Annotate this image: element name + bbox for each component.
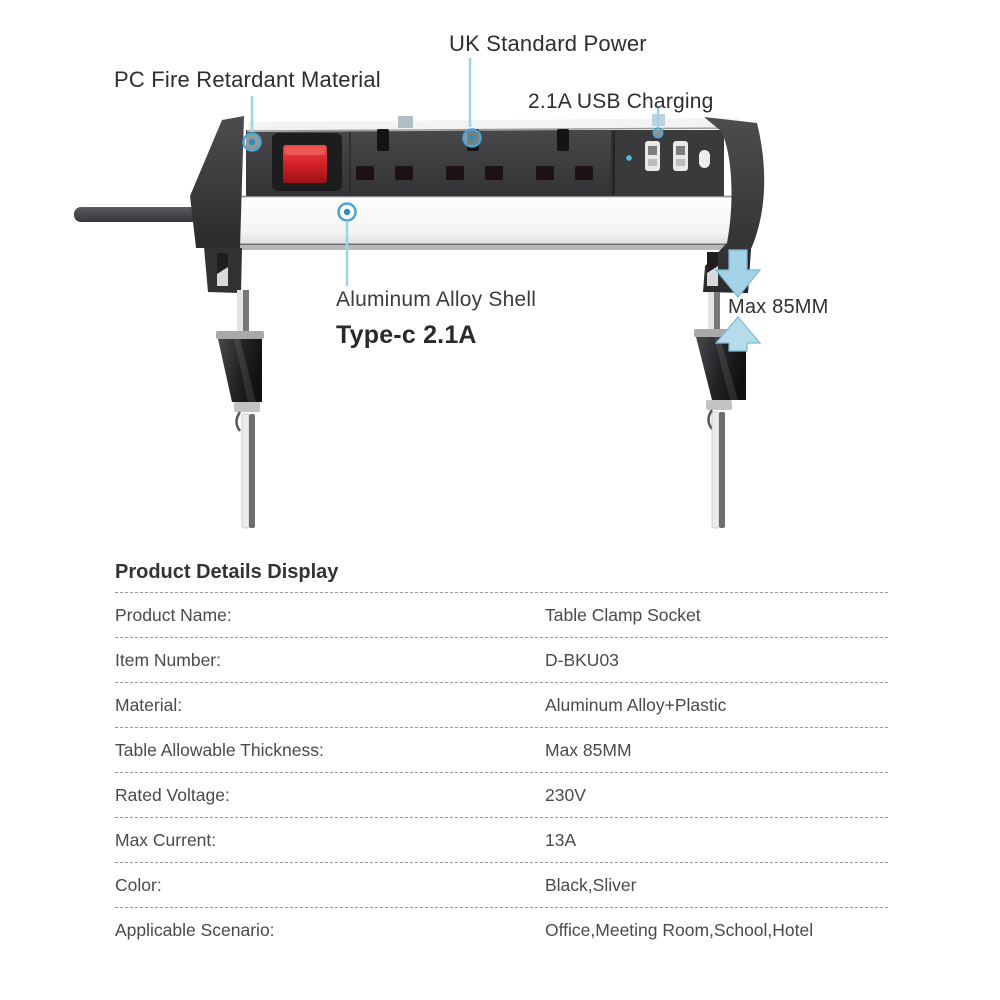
product-details-table <box>115 552 888 952</box>
usb-led <box>626 155 632 161</box>
spec-label: Product Name: <box>115 604 232 625</box>
spec-label: Item Number: <box>115 649 221 670</box>
spec-label: Rated Voltage: <box>115 784 230 805</box>
spec-row-material <box>115 682 888 727</box>
spec-row-voltage <box>115 772 888 817</box>
annotation-aluminum-shell: Aluminum Alloy Shell <box>336 288 537 311</box>
annotation-usb-charging: 2.1A USB Charging <box>528 90 714 113</box>
trim-clip <box>398 116 413 128</box>
spec-label: Material: <box>115 694 183 715</box>
spec-value: Aluminum Alloy+Plastic <box>545 694 727 715</box>
spec-row-product-name <box>115 592 888 637</box>
spec-value: Table Clamp Socket <box>545 604 701 625</box>
spec-row-current <box>115 817 888 862</box>
annotation-uk-standard-power: UK Standard Power <box>449 31 647 56</box>
spec-row-scenario <box>115 907 888 952</box>
left-end-cap <box>190 116 244 293</box>
spec-row-item-number <box>115 637 888 682</box>
usb-c-port <box>699 150 710 168</box>
annotation-pc-fire-retardant: PC Fire Retardant Material <box>114 67 381 92</box>
spec-value: Black,Sliver <box>545 874 637 895</box>
spec-label: Max Current: <box>115 829 217 850</box>
spec-row-color <box>115 862 888 907</box>
callout-uk-power <box>464 58 481 147</box>
spec-value: D-BKU03 <box>545 649 619 670</box>
annotation-type-c: Type-c 2.1A <box>336 321 477 349</box>
top-trim <box>247 114 743 132</box>
usb-a-port-2 <box>673 141 688 171</box>
usb-a-port-1 <box>645 141 660 171</box>
details-title: Product Details Display <box>115 560 339 583</box>
spec-label: Color: <box>115 874 162 895</box>
callout-circle-icon <box>654 129 663 138</box>
spec-value: 230V <box>545 784 586 805</box>
spec-label: Applicable Scenario: <box>115 919 275 940</box>
spec-row-thickness <box>115 727 888 772</box>
aluminum-band <box>238 196 732 250</box>
spec-value: 13A <box>545 829 577 850</box>
spec-label: Table Allowable Thickness: <box>115 739 324 760</box>
left-clamp-screw <box>216 290 264 528</box>
usb-ports <box>614 130 724 196</box>
power-switch <box>272 133 342 191</box>
spec-value: Max 85MM <box>545 739 632 760</box>
annotation-max-thickness: Max 85MM <box>728 296 829 318</box>
spec-value: Office,Meeting Room,School,Hotel <box>545 919 814 940</box>
